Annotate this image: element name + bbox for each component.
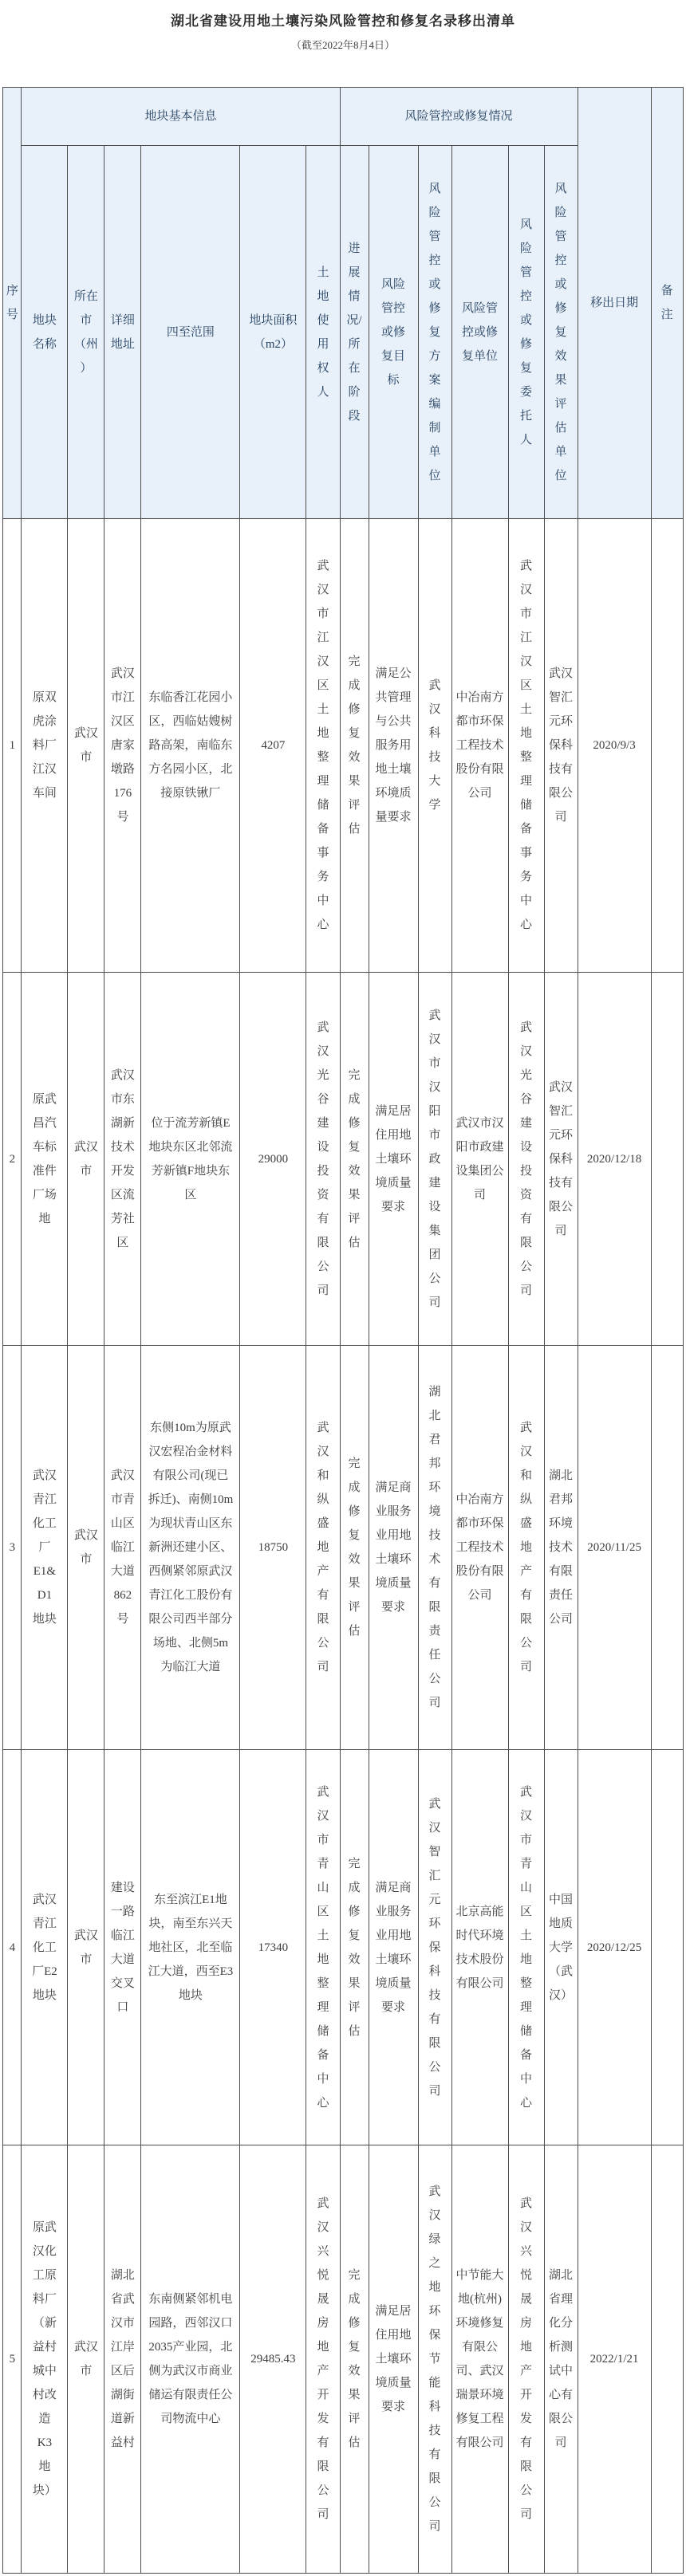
cell-plot-name: 原双虎涂料厂江汉车间 (22, 519, 68, 973)
cell-address: 武汉市东湖新技术开发区流芳社区 (104, 973, 141, 1346)
cell-remark (651, 1750, 683, 2145)
cell-city: 武汉市 (68, 1346, 104, 1750)
cell-area: 29485.43 (240, 2145, 306, 2574)
page-subtitle: （截至2022年8月4日） (290, 39, 395, 51)
page-title: 湖北省建设用地土壤污染风险管控和修复名录移出清单 (171, 14, 515, 29)
cell-address: 建设一路临江大道交叉口 (104, 1750, 141, 2145)
cell-remark (651, 1346, 683, 1750)
cell-target: 满足公共管理与公共服务用地土壤环境质量要求 (369, 519, 418, 973)
col-header-plot-name: 地块名称 (22, 146, 68, 519)
cell-serial: 1 (3, 519, 22, 973)
cell-remark (651, 2145, 683, 2574)
cell-city: 武汉市 (68, 519, 104, 973)
cell-boundary: 东至滨江E1地块，南至东兴天地社区，北至临江大道，西至E3地块 (141, 1750, 240, 2145)
cell-assessment-unit: 中国地质大学（武汉） (544, 1750, 578, 2145)
cell-progress-stage: 完成修复效果评估 (340, 2145, 369, 2574)
cell-serial: 2 (3, 973, 22, 1346)
cell-land-right-holder: 武汉市江汉区土地整理储备事务中心 (306, 519, 340, 973)
cell-boundary: 东侧10m为原武汉宏程冶金材料有限公司(现已拆迁)、南侧10m为现状青山区东新洲还建小区、西侧紧邻原武汉青江化工股份有限公司西半部分场地、北侧5m为临江大道 (141, 1346, 240, 1750)
cell-area: 17340 (240, 1750, 306, 2145)
cell-address: 武汉市江汉区唐家墩路176号 (104, 519, 141, 973)
cell-remark (651, 519, 683, 973)
cell-progress-stage: 完成修复效果评估 (340, 973, 369, 1346)
col-header-removal-date: 移出日期 (578, 88, 651, 519)
cell-serial: 5 (3, 2145, 22, 2574)
cell-client: 武汉和纵盛地产有限公司 (508, 1346, 544, 1750)
table-row (3, 1750, 683, 2145)
col-header-remark: 备注 (651, 88, 683, 519)
cell-removal-date: 2020/12/25 (578, 1750, 651, 2145)
cell-removal-date: 2020/12/18 (578, 973, 651, 1346)
header-row-groups (3, 88, 683, 146)
cell-remediation-unit: 中冶南方都市环保工程技术股份有限公司 (451, 1346, 508, 1750)
cell-client: 武汉兴悦晟房地产开发有限公司 (508, 2145, 544, 2574)
removal-list-table (2, 87, 683, 2574)
cell-progress-stage: 完成修复效果评估 (340, 1346, 369, 1750)
col-header-boundary: 四至范围 (141, 146, 240, 519)
cell-assessment-unit: 湖北君邦环境技术有限责任公司 (544, 1346, 578, 1750)
cell-plan-unit: 武汉科技大学 (418, 519, 451, 973)
cell-plan-unit: 武汉绿之地环保节能科技有限公司 (418, 2145, 451, 2574)
cell-land-right-holder: 武汉兴悦晟房地产开发有限公司 (306, 2145, 340, 2574)
cell-target: 满足居住用地土壤环境质量要求 (369, 973, 418, 1346)
col-header-area: 地块面积（m2） (240, 146, 306, 519)
cell-progress-stage: 完成修复效果评估 (340, 519, 369, 973)
col-header-target: 风险管控或修复目标 (369, 146, 418, 519)
col-header-land-right-holder: 土地使用权人 (306, 146, 340, 519)
cell-plot-name: 武汉青江化工厂E1&D1地块 (22, 1346, 68, 1750)
cell-land-right-holder: 武汉市青山区土地整理储备中心 (306, 1750, 340, 2145)
cell-plot-name: 原武汉化工原料厂（新益村城中村改造K3地块） (22, 2145, 68, 2574)
cell-target: 满足商业服务业用地土壤环境质量要求 (369, 1750, 418, 2145)
table-row (3, 2145, 683, 2574)
col-header-address: 详细地址 (104, 146, 141, 519)
group-header-risk-control: 风险管控或修复情况 (340, 88, 578, 146)
cell-boundary: 位于流芳新镇E地块东区北邻流芳新镇F地块东区 (141, 973, 240, 1346)
cell-remediation-unit: 中冶南方都市环保工程技术股份有限公司 (451, 519, 508, 973)
col-header-city: 所在市（州） (68, 146, 104, 519)
cell-city: 武汉市 (68, 1750, 104, 2145)
col-header-client: 风险管控或修复委托人 (508, 146, 544, 519)
table-row (3, 519, 683, 973)
cell-assessment-unit: 武汉智汇元环保科技有限公司 (544, 519, 578, 973)
cell-plot-name: 武汉青江化工厂E2地块 (22, 1750, 68, 2145)
cell-assessment-unit: 武汉智汇元环保科技有限公司 (544, 973, 578, 1346)
cell-removal-date: 2022/1/21 (578, 2145, 651, 2574)
cell-assessment-unit: 湖北省理化分析测试中心有限公司 (544, 2145, 578, 2574)
cell-city: 武汉市 (68, 973, 104, 1346)
cell-plan-unit: 武汉市汉阳市政建设集团公司 (418, 973, 451, 1346)
cell-city: 武汉市 (68, 2145, 104, 2574)
cell-remark (651, 973, 683, 1346)
table-row (3, 973, 683, 1346)
cell-plan-unit: 湖北君邦环境技术有限责任公司 (418, 1346, 451, 1750)
cell-client: 武汉市青山区土地整理储备中心 (508, 1750, 544, 2145)
cell-land-right-holder: 武汉和纵盛地产有限公司 (306, 1346, 340, 1750)
cell-remediation-unit: 武汉市汉阳市政建设集团公司 (451, 973, 508, 1346)
col-header-plan-unit: 风险管控或修复方案编制单位 (418, 146, 451, 519)
document-page (0, 10, 686, 2574)
cell-serial: 4 (3, 1750, 22, 2145)
cell-remediation-unit: 中节能大地(杭州)环境修复有限公司、武汉瑞景环境修复工程有限公司 (451, 2145, 508, 2574)
cell-area: 18750 (240, 1346, 306, 1750)
cell-progress-stage: 完成修复效果评估 (340, 1750, 369, 2145)
cell-area: 29000 (240, 973, 306, 1346)
group-header-basic-info: 地块基本信息 (22, 88, 340, 146)
cell-address: 湖北省武汉市江岸区后湖街道新益村 (104, 2145, 141, 2574)
cell-serial: 3 (3, 1346, 22, 1750)
cell-client: 武汉市江汉区土地整理储备事务中心 (508, 519, 544, 973)
cell-boundary: 东临香江花园小区，西临姑嫂树路高架，南临东方名园小区，北接原铁锹厂 (141, 519, 240, 973)
table-row (3, 1346, 683, 1750)
cell-plan-unit: 武汉智汇元环保科技有限公司 (418, 1750, 451, 2145)
cell-land-right-holder: 武汉光谷建设投资有限公司 (306, 973, 340, 1346)
col-header-serial: 序号 (3, 88, 22, 519)
cell-target: 满足居住用地土壤环境质量要求 (369, 2145, 418, 2574)
cell-target: 满足商业服务业用地土壤环境质量要求 (369, 1346, 418, 1750)
col-header-progress-stage: 进展情况/所在阶段 (340, 146, 369, 519)
cell-client: 武汉光谷建设投资有限公司 (508, 973, 544, 1346)
cell-boundary: 东南侧紧邻机电园路，西邻汉口2035产业园，北侧为武汉市商业储运有限责任公司物流中心 (141, 2145, 240, 2574)
cell-removal-date: 2020/11/25 (578, 1346, 651, 1750)
cell-address: 武汉市青山区临江大道862号 (104, 1346, 141, 1750)
cell-remediation-unit: 北京高能时代环境技术股份有限公司 (451, 1750, 508, 2145)
cell-plot-name: 原武昌汽车标准件厂场地 (22, 973, 68, 1346)
cell-area: 4207 (240, 519, 306, 973)
col-header-remediation-unit: 风险管控或修复单位 (451, 146, 508, 519)
cell-removal-date: 2020/9/3 (578, 519, 651, 973)
col-header-assessment-unit: 风险管控或修复效果评估单位 (544, 146, 578, 519)
